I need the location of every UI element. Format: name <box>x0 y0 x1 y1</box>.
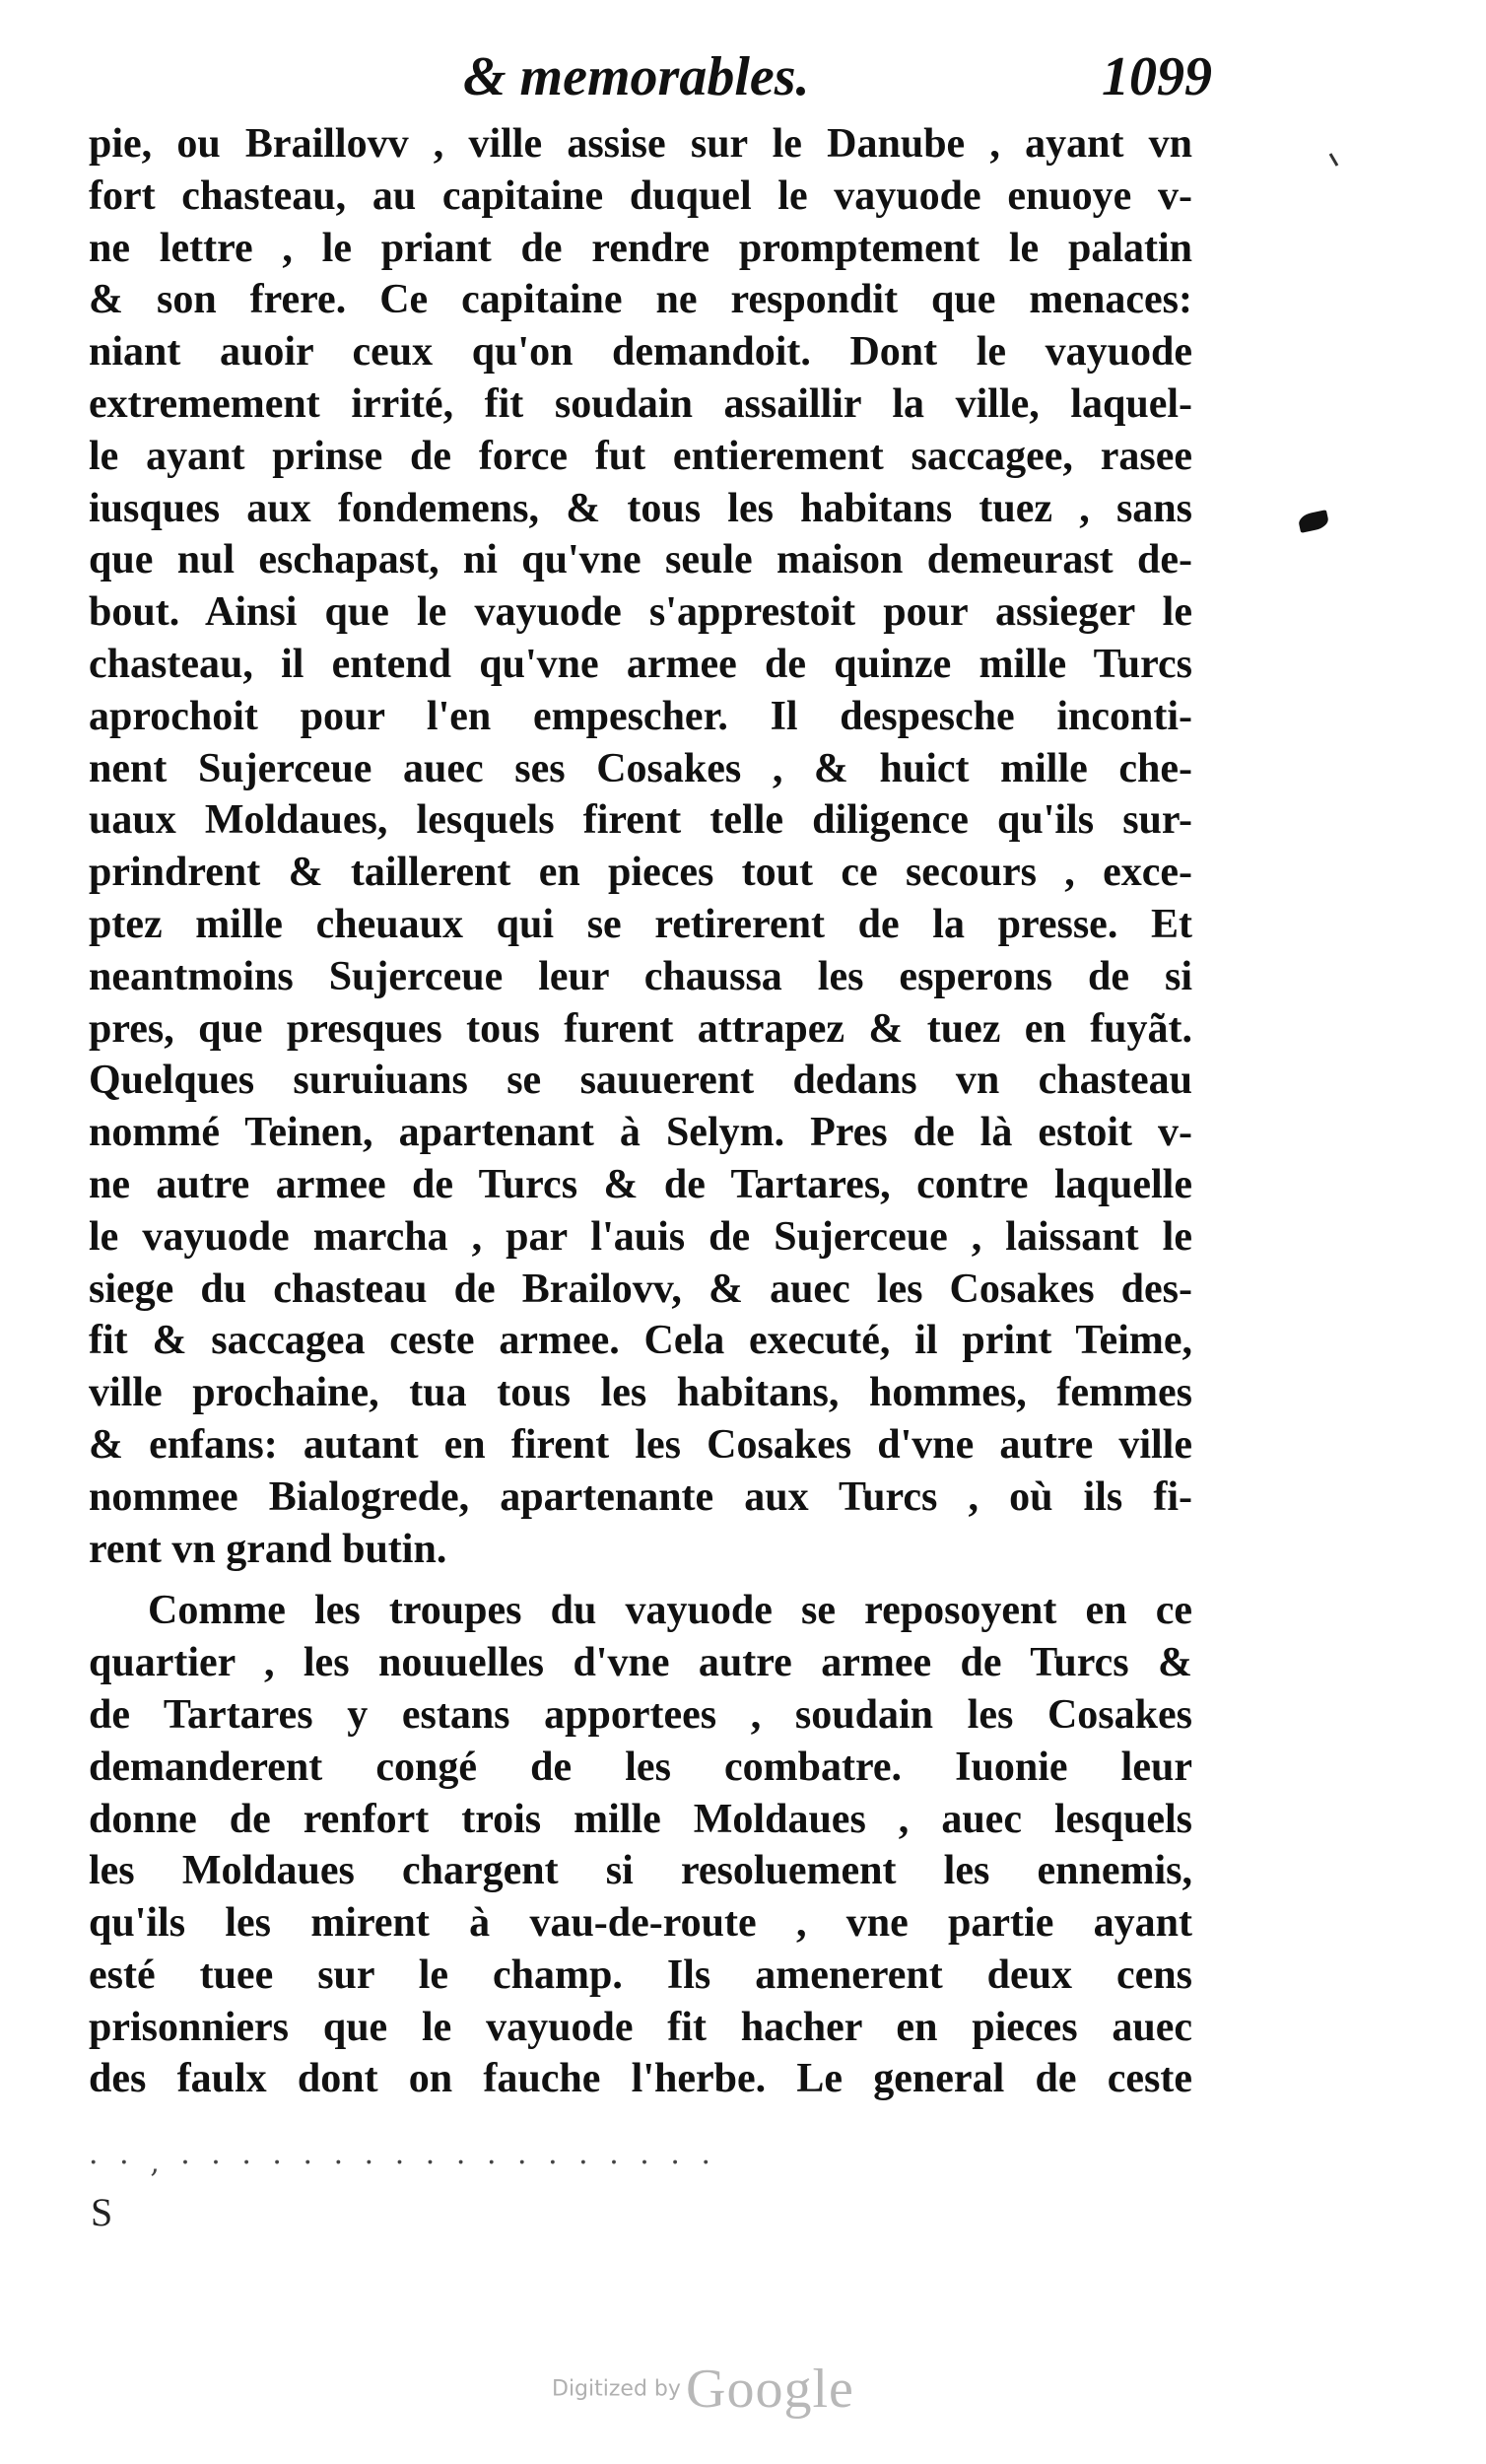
text-line: Quelques suruiuans se sauuerent dedans vn chasteau <box>89 1058 1192 1104</box>
body-text <box>89 118 1192 2105</box>
paragraph-2 <box>89 1585 1192 2105</box>
digitized-watermark <box>552 2358 946 2427</box>
text-line: bout. Ainsi que le vayuode s'apprestoit pour assieger le <box>89 589 1192 636</box>
text-line: fit & saccagea ceste armee. Cela executé, il print Teime, <box>89 1318 1192 1364</box>
paragraph-1 <box>89 118 1192 1575</box>
text-line: les Moldaues chargent si resoluement les ennemis, <box>89 1848 1192 1894</box>
text-line: siege du chasteau de Brailovv, & auec les Cosakes des- <box>89 1266 1192 1312</box>
text-line: esté tuee sur le champ. Ils amenerent deux cens <box>89 1951 1192 1998</box>
text-line: nommee Bialogrede, apartenante aux Turcs , où ils fi- <box>89 1473 1192 1520</box>
watermark-prefix: Digitized by <box>552 2376 681 2402</box>
text-line: rent vn grand butin. <box>89 1526 447 1572</box>
text-line: nent Sujerceue auec ses Cosakes , & huict mille che- <box>89 745 1192 791</box>
page-header <box>463 37 1212 116</box>
text-line: demanderent congé de les combatre. Iuonie leur <box>89 1744 1192 1790</box>
text-line: fort chasteau, au capitaine duquel le vayuode enuoye v- <box>89 172 1192 219</box>
text-line: uaux Moldaues, lesquels firent telle diligence qu'ils sur- <box>89 797 1192 844</box>
signature-mark: S <box>91 2190 113 2234</box>
text-line: aprochoit pour l'en empescher. Il despesche inconti- <box>89 693 1192 739</box>
text-line: & son frere. Ce capitaine ne respondit que menaces: <box>89 277 1192 323</box>
text-line: ne autre armee de Turcs & de Tartares, contre laquelle <box>89 1161 1192 1207</box>
text-line: que nul eschapast, ni qu'vne seule maison demeurast de- <box>89 537 1192 583</box>
text-line: qu'ils les mirent à vau-de-route , vne partie ayant <box>89 1900 1192 1947</box>
text-line: extremement irrité, fit soudain assaillir la ville, laquel- <box>89 380 1192 427</box>
text-line: quartier , les nouuelles d'vne autre armee de Turcs & <box>89 1640 1192 1686</box>
text-line: donne de renfort trois mille Moldaues , auec lesquels <box>89 1796 1192 1842</box>
text-line: niant auoir ceux qu'on demandoit. Dont le vayuode <box>89 329 1192 376</box>
text-line: ptez mille cheuaux qui se retirerent de la presse. Et <box>89 901 1192 947</box>
text-line: iusques aux fondemens, & tous les habitans tuez , sans <box>89 485 1192 531</box>
page-number: 1099 <box>1102 46 1212 107</box>
text-line: ne lettre , le priant de rendre promptement le palatin <box>89 225 1192 271</box>
text-line: prindrent & taillerent en pieces tout ce secours , exce- <box>89 850 1192 896</box>
google-logo: Google <box>686 2359 854 2420</box>
text-line: Comme les troupes du vayuode se reposoyent en ce <box>148 1588 1192 1634</box>
text-line: chasteau, il entend qu'vne armee de quinze mille Turcs <box>89 641 1192 687</box>
text-line: de Tartares y estans apportees , soudain les Cosakes <box>89 1691 1192 1738</box>
text-line: nommé Teinen, apartenant à Selym. Pres de là estoit v- <box>89 1110 1192 1156</box>
margin-ink-blot <box>1297 510 1329 533</box>
text-line: pres, que presques tous furent attrapez & tuez en fuyãt. <box>89 1005 1192 1052</box>
running-title: & memorables. <box>463 46 810 107</box>
margin-tick-mark <box>1329 153 1339 167</box>
text-line: pie, ou Braillovv , ville assise sur le Danube , ayant vn <box>89 121 1192 167</box>
text-line: des faulx dont on fauche l'herbe. Le general de ceste <box>89 2056 1192 2102</box>
text-line: ville prochaine, tua tous les habitans, hommes, femmes <box>89 1370 1192 1416</box>
text-line: neantmoins Sujerceue leur chaussa les esperons de si <box>89 953 1192 999</box>
text-line: le vayuode marcha , par l'auis de Sujerceue , laissant le <box>89 1213 1192 1260</box>
text-line: prisonniers que le vayuode fit hacher en pieces auec <box>89 2004 1192 2050</box>
text-line: & enfans: autant en firent les Cosakes d'vne autre ville <box>89 1421 1192 1468</box>
text-line: le ayant prinse de force fut entierement saccagee, rasee <box>89 433 1192 479</box>
bleed-through-specks: · · ‚ · · · · · · · · · · · · · · · · · · <box>89 2149 716 2178</box>
paragraph-gap <box>89 1575 1192 1585</box>
